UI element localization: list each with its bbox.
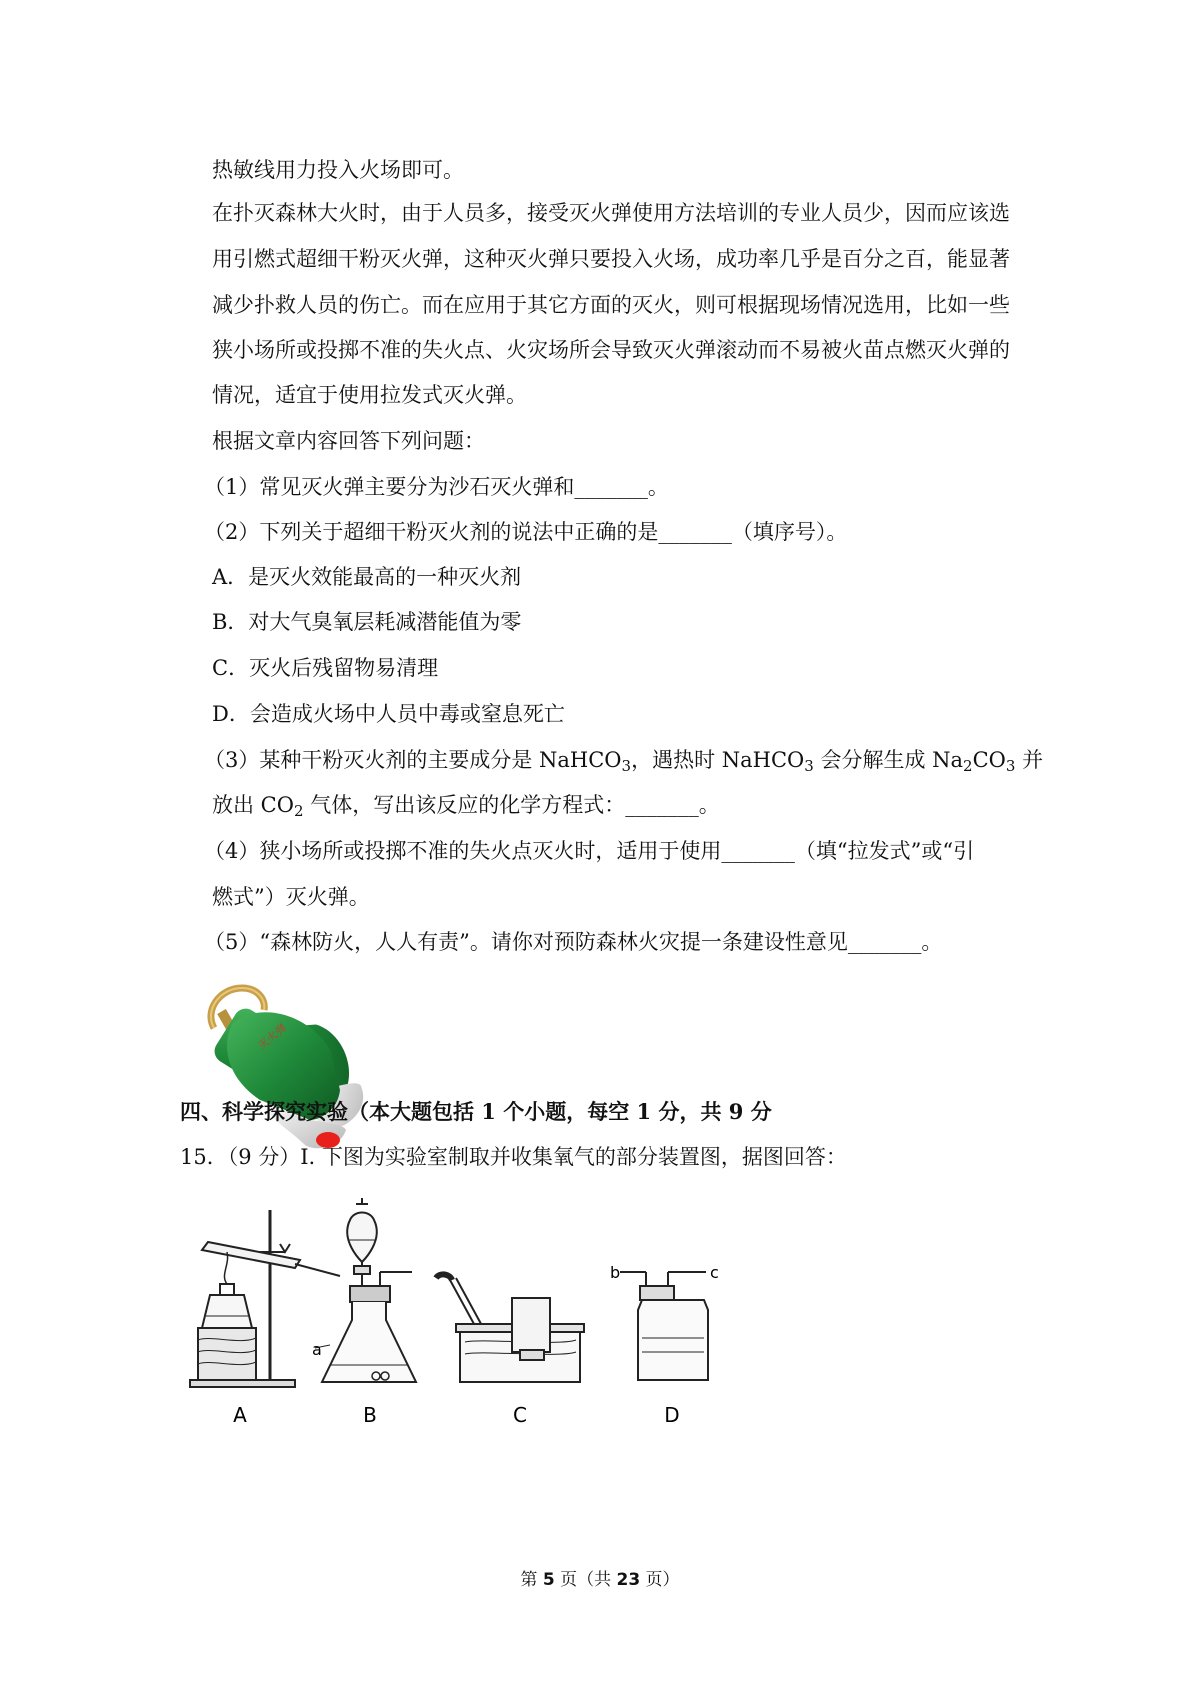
footer-prefix: 第: [520, 1570, 543, 1590]
question-3-line1: [204, 745, 1043, 775]
option-c: C．灭火后残留物易清理: [212, 656, 439, 680]
q3-text: （3）某种干粉灭火剂的主要成分是 NaHCO: [204, 748, 622, 772]
q3-text: 会分解生成 Na: [813, 748, 964, 772]
q3-text: 放出 CO: [212, 793, 294, 817]
apparatus-d: [620, 1272, 708, 1380]
question-1: （1）常见灭火弹主要分为沙石灭火弹和_______。: [204, 475, 669, 499]
question-15: 15．（9 分）I. 下图为实验室制取并收集氧气的部分装置图，据图回答：: [180, 1145, 847, 1169]
subscript: 2: [293, 802, 304, 820]
subscript: 3: [621, 757, 632, 775]
section-4-heading: 四、科学探究实验（本大题包括 1 个小题，每空 1 分，共 9 分: [180, 1099, 772, 1124]
subscript: 2: [963, 757, 973, 775]
q3-text: CO: [972, 748, 1006, 772]
apparatus-label-c: C: [513, 1403, 527, 1427]
option-d: D．会造成火场中人员中毒或窒息死亡: [212, 702, 565, 726]
question-5: （5）“森林防火，人人有责”。请你对预防森林火灾提一条建设性意见_______。: [204, 930, 943, 954]
apparatus-label-b-letter: b: [610, 1263, 621, 1282]
apparatus-a: [190, 1210, 340, 1387]
q3-text: 并: [1015, 748, 1044, 772]
footer-page-number: 5: [542, 1570, 555, 1590]
apparatus-label-a-letter: a: [312, 1340, 322, 1359]
q3-text: 气体，写出该反应的化学方程式：_______。: [303, 793, 720, 817]
paragraph-line: 根据文章内容回答下列问题：: [212, 429, 485, 453]
apparatus-label-b: B: [363, 1403, 377, 1427]
paragraph-line: 情况，适宜于使用拉发式灭火弹。: [212, 383, 527, 407]
question-4-line1: （4）狭小场所或投掷不准的失火点灭火时，适用于使用_______（填“拉发式”或“引: [204, 839, 975, 863]
paragraph-line: 减少扑救人员的伤亡。而在应用于其它方面的灭火，则可根据现场情况选用，比如一些: [212, 293, 1010, 317]
question-4-line2: 燃式”）灭火弹。: [212, 885, 370, 909]
question-2: （2）下列关于超细干粉灭火剂的说法中正确的是_______（填序号）。: [204, 520, 848, 544]
bomb-label: 灭火弹: [255, 1021, 290, 1053]
option-b: B．对大气臭氧层耗减潜能值为零: [212, 610, 522, 634]
footer-total-pages: 23: [616, 1570, 641, 1590]
footer-suffix: 页）: [640, 1570, 680, 1590]
question-3-line2: [212, 790, 720, 820]
q3-text: ，遇热时 NaHCO: [631, 748, 805, 772]
apparatus-label-c-letter: c: [710, 1263, 719, 1282]
option-a: A．是灭火效能最高的一种灭火剂: [212, 565, 522, 589]
apparatus-label-a: A: [233, 1403, 247, 1427]
apparatus-c: [436, 1274, 584, 1382]
apparatus-diagram: [180, 1190, 740, 1430]
subscript: 3: [804, 757, 814, 775]
paragraph-line: 狭小场所或投掷不准的失火点、火灾场所会导致灭火弹滚动而不易被火苗点燃灭火弹的: [212, 338, 1010, 362]
paragraph-line: 在扑灭森林大火时，由于人员多，接受灭火弹使用方法培训的专业人员少，因而应该选: [212, 201, 1010, 225]
paragraph-line: 热敏线用力投入火场即可。: [212, 158, 464, 182]
footer-mid: 页（共: [554, 1570, 617, 1590]
apparatus-label-d: D: [664, 1403, 680, 1427]
page-footer: [0, 1565, 1200, 1590]
paragraph-line: 用引燃式超细干粉灭火弹，这种灭火弹只要投入火场，成功率几乎是百分之百，能显著: [212, 247, 1010, 271]
subscript: 3: [1005, 757, 1016, 775]
apparatus-b: [315, 1198, 416, 1382]
